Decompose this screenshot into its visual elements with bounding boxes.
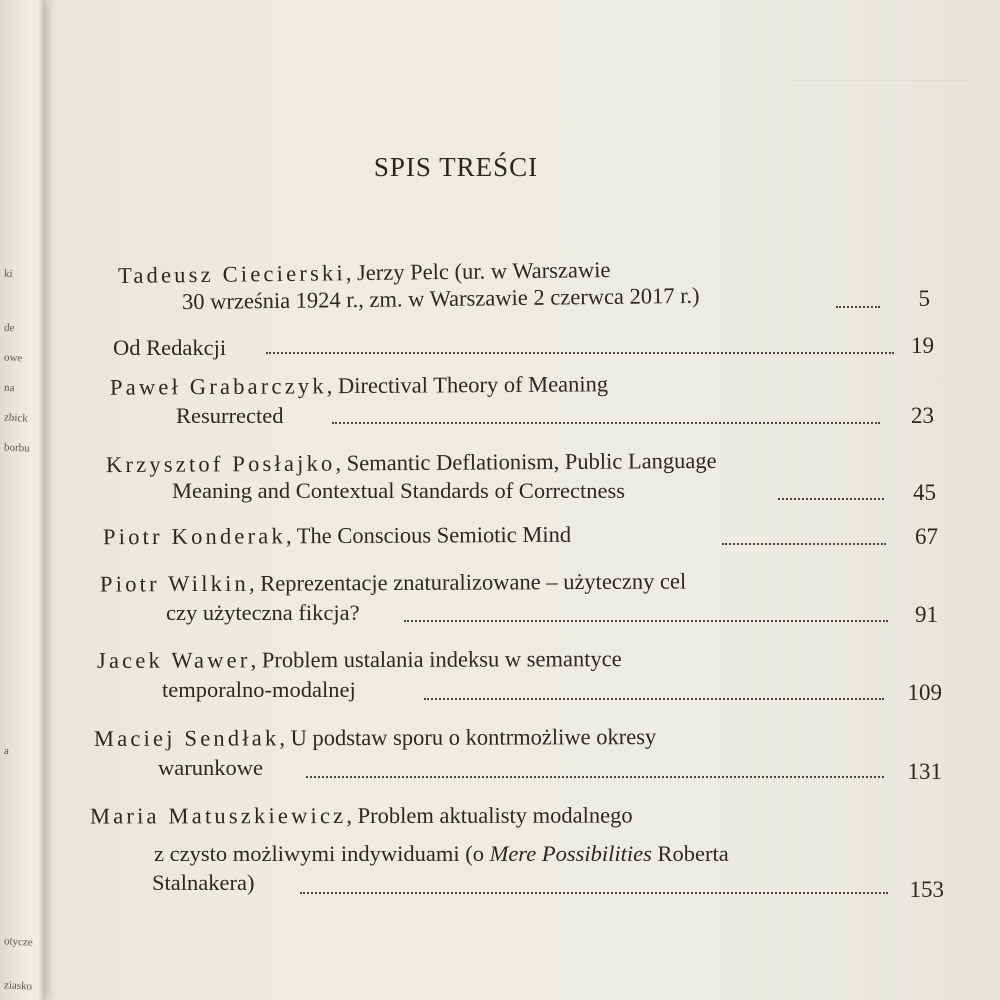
toc-leader-dots bbox=[722, 541, 886, 545]
toc-title: 30 września 1924 r., zm. w Warszawie 2 czerwca 2017 r.) bbox=[181, 282, 700, 315]
toc-author: Krzysztof Posłajko bbox=[105, 450, 336, 478]
toc-title: temporalno-modalnej bbox=[162, 677, 356, 702]
toc-entry-line bbox=[106, 448, 717, 478]
toc-page-number: 5 bbox=[918, 286, 930, 311]
adjacent-page-fragment: borbu bbox=[3, 441, 30, 455]
toc-leader-dots bbox=[300, 890, 888, 894]
toc-entry-line bbox=[103, 522, 571, 550]
toc-title: , Reprezentacje znaturalizowane – użyteczny cel bbox=[248, 568, 687, 596]
toc-author: Maria Matuszkiewicz bbox=[89, 803, 347, 829]
toc-author: Piotr Konderak bbox=[102, 523, 286, 550]
toc-title: , U podstaw sporu o kontrmożliwe okresy bbox=[279, 724, 657, 751]
toc-title: , Problem aktualisty modalnego bbox=[346, 802, 633, 829]
toc-title: , Problem ustalania indeksu w semantyce bbox=[250, 646, 622, 673]
toc-leader-dots bbox=[306, 774, 884, 778]
toc-entry-line bbox=[113, 335, 226, 361]
page-title: SPIS TREŚCI bbox=[373, 152, 539, 182]
toc-leader-dots bbox=[424, 696, 884, 700]
adjacent-page-fragment: otycze bbox=[3, 935, 33, 949]
toc-title: warunkowe bbox=[158, 755, 263, 780]
toc-entry-line bbox=[97, 646, 622, 674]
toc-title: Roberta bbox=[651, 841, 729, 866]
toc-entry-line bbox=[94, 724, 656, 752]
toc-page-number: 23 bbox=[911, 403, 934, 428]
toc-page bbox=[44, 0, 1000, 1000]
adjacent-page-edge bbox=[0, 0, 44, 1000]
toc-title: , Jerzy Pelc (ur. w Warszawie bbox=[345, 256, 611, 286]
adjacent-page-fragment: zbick bbox=[3, 411, 29, 425]
toc-author: Paweł Grabarczyk bbox=[109, 373, 327, 400]
toc-leader-dots bbox=[778, 496, 884, 500]
toc-leader-dots bbox=[332, 420, 880, 424]
toc-entry-line bbox=[90, 803, 633, 830]
table-of-contents bbox=[44, 0, 1000, 1000]
toc-author: Maciej Sendłak bbox=[93, 725, 280, 751]
toc-page-number: 45 bbox=[913, 480, 936, 505]
toc-leader-dots bbox=[404, 618, 888, 622]
toc-page-number: 131 bbox=[907, 759, 942, 784]
toc-page-number: 153 bbox=[909, 877, 944, 902]
toc-entry-line bbox=[100, 568, 686, 597]
toc-page-number: 19 bbox=[911, 333, 934, 358]
toc-entry-line bbox=[182, 283, 700, 315]
toc-title: Meaning and Contextual Standards of Correctness bbox=[172, 478, 626, 503]
toc-entry-line bbox=[152, 870, 254, 896]
toc-entry-line bbox=[166, 600, 360, 626]
adjacent-page-fragment: ki bbox=[3, 267, 13, 281]
toc-entry-line bbox=[154, 841, 729, 867]
toc-author: Tadeusz Ciecierski bbox=[117, 260, 346, 289]
adjacent-page-fragment: de bbox=[3, 321, 15, 335]
toc-title: Od Redakcji bbox=[113, 335, 227, 360]
adjacent-page-fragment: na bbox=[3, 381, 15, 395]
toc-title: czy użyteczna fikcja? bbox=[166, 600, 360, 625]
toc-author: Jacek Wawer bbox=[96, 647, 251, 673]
toc-title: , Directival Theory of Meaning bbox=[326, 371, 609, 399]
toc-entry-line bbox=[176, 403, 283, 429]
toc-entry-line bbox=[172, 478, 625, 504]
adjacent-page-fragment: a bbox=[3, 744, 10, 758]
toc-title: , Semantic Deflationism, Public Language bbox=[335, 447, 717, 476]
toc-author: Piotr Wilkin bbox=[99, 570, 250, 597]
toc-page-number: 109 bbox=[907, 680, 942, 705]
toc-title: Stalnakera) bbox=[152, 870, 255, 895]
toc-title: , The Conscious Semiotic Mind bbox=[285, 521, 572, 549]
adjacent-page-fragment: ziasko bbox=[3, 979, 33, 993]
toc-title: Resurrected bbox=[176, 403, 284, 428]
toc-leader-dots bbox=[266, 350, 894, 354]
toc-entry-line bbox=[162, 677, 356, 703]
toc-title-italic: Mere Possibilities bbox=[489, 841, 652, 866]
toc-page-number: 67 bbox=[915, 524, 938, 549]
toc-entry-line bbox=[110, 371, 608, 400]
adjacent-page-fragment: owe bbox=[3, 351, 23, 365]
toc-title: z czysto możliwymi indywiduami (o bbox=[154, 841, 490, 866]
toc-entry-line bbox=[158, 755, 263, 781]
toc-page-number: 91 bbox=[915, 602, 938, 627]
